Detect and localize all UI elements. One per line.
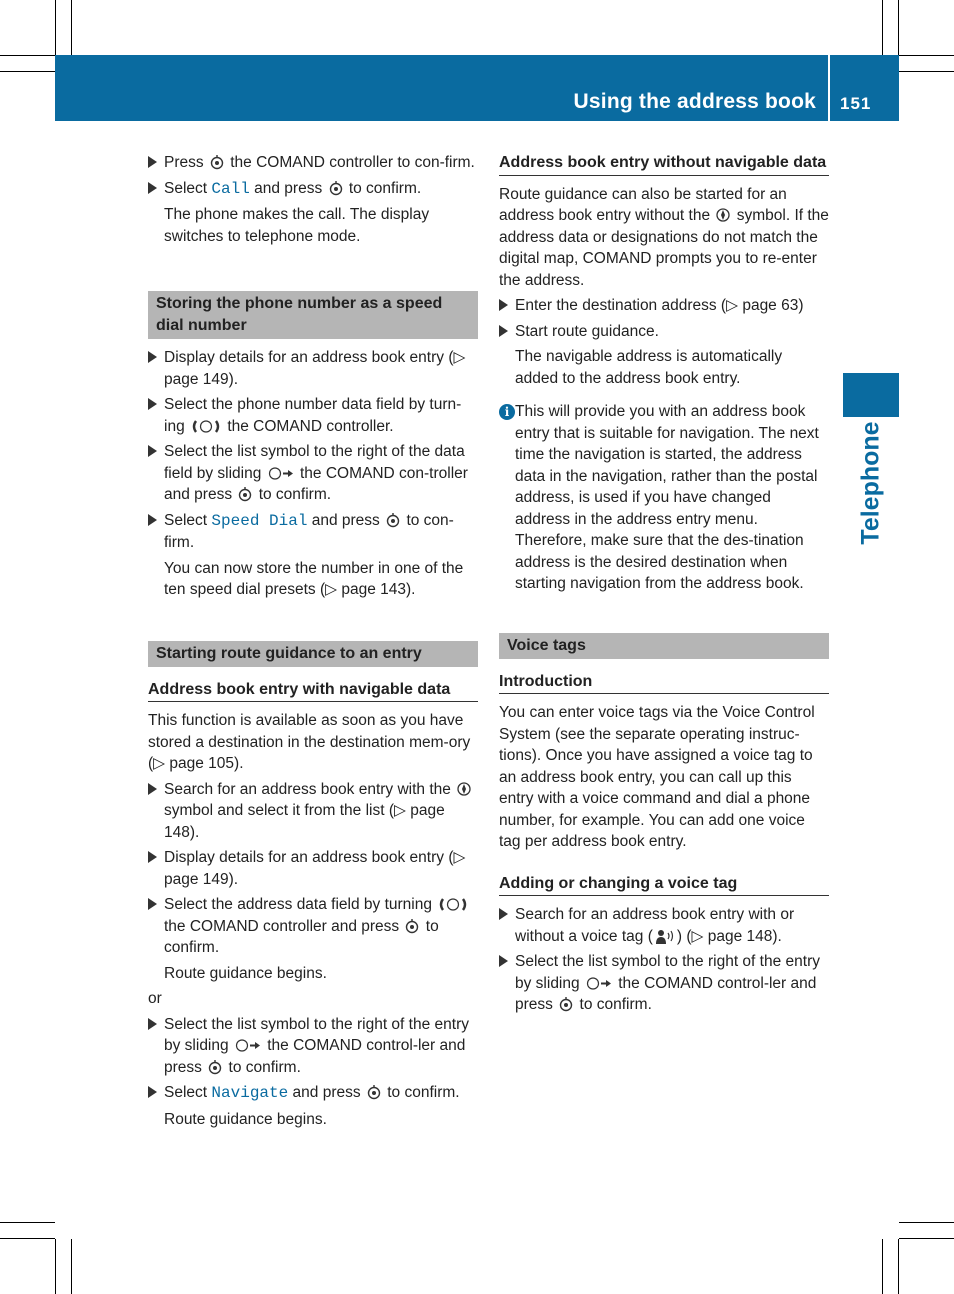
paragraph: Route guidance can also be started for an address book entry without the symbol. If the address data or designations do not match the digital map, COMAND prompts you to re-enter the address. bbox=[499, 185, 829, 289]
right-column bbox=[499, 152, 829, 1020]
step: Select the list symbol to the right of the entry by sliding the COMAND control-ler and press to confirm. bbox=[499, 951, 829, 1016]
step: Press the COMAND controller to con-firm. bbox=[148, 152, 478, 174]
slide-controller-icon bbox=[235, 1038, 261, 1053]
menu-item-call: Call bbox=[211, 179, 250, 198]
info-icon: i bbox=[499, 404, 515, 420]
arrow-icon bbox=[148, 351, 157, 363]
result-text: The phone makes the call. The display switches to telephone mode. bbox=[164, 206, 430, 245]
crop-mark bbox=[55, 0, 56, 55]
arrow-icon bbox=[148, 445, 157, 457]
step: Select Navigate and press to confirm. bbox=[148, 1082, 478, 1105]
crop-mark bbox=[882, 0, 883, 55]
section-heading: Storing the phone number as a speed dial number bbox=[148, 291, 478, 339]
chapter-tab bbox=[843, 373, 899, 417]
voice-tag-icon bbox=[655, 929, 675, 944]
step: Select Speed Dial and press to con-firm. bbox=[148, 510, 478, 554]
crop-mark bbox=[899, 71, 954, 72]
left-column bbox=[148, 152, 478, 1134]
arrow-icon bbox=[499, 299, 508, 311]
press-controller-icon bbox=[405, 919, 419, 934]
press-controller-icon bbox=[208, 1060, 222, 1075]
crop-mark bbox=[0, 55, 55, 56]
crop-mark bbox=[71, 1239, 72, 1294]
paragraph: You can enter voice tags via the Voice Control System (see the separate operating instruc-tions). Once you have assigned a voice tag to an address book entry, you can call up this entry with a voice command and dial a phone number, for example. You can add one voice tag per address book entry. bbox=[499, 704, 815, 850]
arrow-icon bbox=[148, 1018, 157, 1030]
crop-mark bbox=[0, 71, 55, 72]
page-title: Using the address book bbox=[573, 90, 816, 113]
step: Enter the destination address (▷ page 63) bbox=[499, 295, 829, 317]
navigation-symbol-icon bbox=[716, 207, 730, 223]
step: Display details for an address book entry (▷ page 149). bbox=[148, 847, 478, 890]
arrow-icon bbox=[148, 514, 157, 526]
arrow-icon bbox=[148, 851, 157, 863]
crop-mark bbox=[899, 1238, 954, 1239]
crop-mark bbox=[898, 1239, 899, 1294]
step: Select the address data field by turning the COMAND controller and press to confirm. bbox=[148, 894, 478, 959]
press-controller-icon bbox=[559, 997, 573, 1012]
paragraph: This function is available as soon as you have stored a destination in the destination mem-ory (▷ page 105). bbox=[148, 712, 471, 772]
step: Search for an address book entry with the symbol and select it from the list (▷ page 148). bbox=[148, 779, 478, 844]
arrow-icon bbox=[499, 955, 508, 967]
step: Select the list symbol to the right of the data field by sliding the COMAND con-troller and press to confirm. bbox=[148, 441, 478, 506]
chapter-label: Telephone bbox=[856, 421, 885, 545]
arrow-icon bbox=[499, 325, 508, 337]
slide-controller-icon bbox=[268, 466, 294, 481]
press-controller-icon bbox=[386, 513, 400, 528]
section-heading: Starting route guidance to an entry bbox=[148, 641, 478, 667]
crop-mark bbox=[71, 0, 72, 55]
press-controller-icon bbox=[210, 155, 224, 170]
sub-heading: Address book entry with navigable data bbox=[148, 679, 478, 703]
crop-mark bbox=[899, 1222, 954, 1223]
crop-mark bbox=[898, 0, 899, 55]
crop-mark bbox=[0, 1238, 55, 1239]
press-controller-icon bbox=[329, 181, 343, 196]
press-controller-icon bbox=[238, 487, 252, 502]
crop-mark bbox=[0, 1222, 55, 1223]
step: Select the phone number data field by turn-ing the COMAND controller. bbox=[148, 394, 478, 437]
step: Start route guidance. bbox=[499, 321, 829, 343]
crop-mark bbox=[882, 1239, 883, 1294]
step: Select Call and press to confirm. bbox=[148, 178, 478, 201]
sub-heading: Address book entry without navigable data bbox=[499, 152, 829, 176]
result-text: Route guidance begins. bbox=[164, 964, 327, 982]
step: Select the list symbol to the right of the entry by sliding the COMAND control-ler and press to confirm. bbox=[148, 1014, 478, 1079]
page-number: 151 bbox=[840, 94, 872, 113]
arrow-icon bbox=[148, 398, 157, 410]
result-text: Route guidance begins. bbox=[164, 1110, 327, 1128]
header-divider bbox=[828, 55, 830, 121]
step: Search for an address book entry with or without a voice tag ( ) (▷ page 148). bbox=[499, 904, 829, 947]
turn-controller-icon bbox=[438, 897, 468, 912]
menu-item-navigate: Navigate bbox=[211, 1084, 289, 1102]
arrow-icon bbox=[148, 156, 157, 168]
turn-controller-icon bbox=[191, 419, 221, 434]
menu-item-speed-dial: Speed Dial bbox=[211, 511, 308, 530]
slide-controller-icon bbox=[586, 976, 612, 991]
sub-heading: Introduction bbox=[499, 671, 829, 695]
result-text: You can now store the number in one of the ten speed dial presets (▷ page 143). bbox=[164, 559, 464, 598]
arrow-icon bbox=[148, 898, 157, 910]
or-text: or bbox=[148, 990, 162, 1007]
crop-mark bbox=[899, 55, 954, 56]
sub-heading: Adding or changing a voice tag bbox=[499, 873, 829, 897]
result-text: The navigable address is automatically added to the address book entry. bbox=[515, 348, 783, 387]
press-controller-icon bbox=[367, 1085, 381, 1100]
arrow-icon bbox=[499, 908, 508, 920]
info-note: i This will provide you with an address book entry that is suitable for navigation. The next time the navigation is started, the address data in the navigation, rather than the postal address, is used if you have changed address in the address entry menu. Therefore, make sure that the des-tination address is the desired destination when starting navigation from the address book. bbox=[499, 401, 829, 595]
arrow-icon bbox=[148, 182, 157, 194]
arrow-icon bbox=[148, 783, 157, 795]
crop-mark bbox=[55, 1239, 56, 1294]
step: Display details for an address book entry (▷ page 149). bbox=[148, 347, 478, 390]
section-heading: Voice tags bbox=[499, 633, 829, 659]
arrow-icon bbox=[148, 1086, 157, 1098]
navigation-symbol-icon bbox=[457, 781, 471, 797]
